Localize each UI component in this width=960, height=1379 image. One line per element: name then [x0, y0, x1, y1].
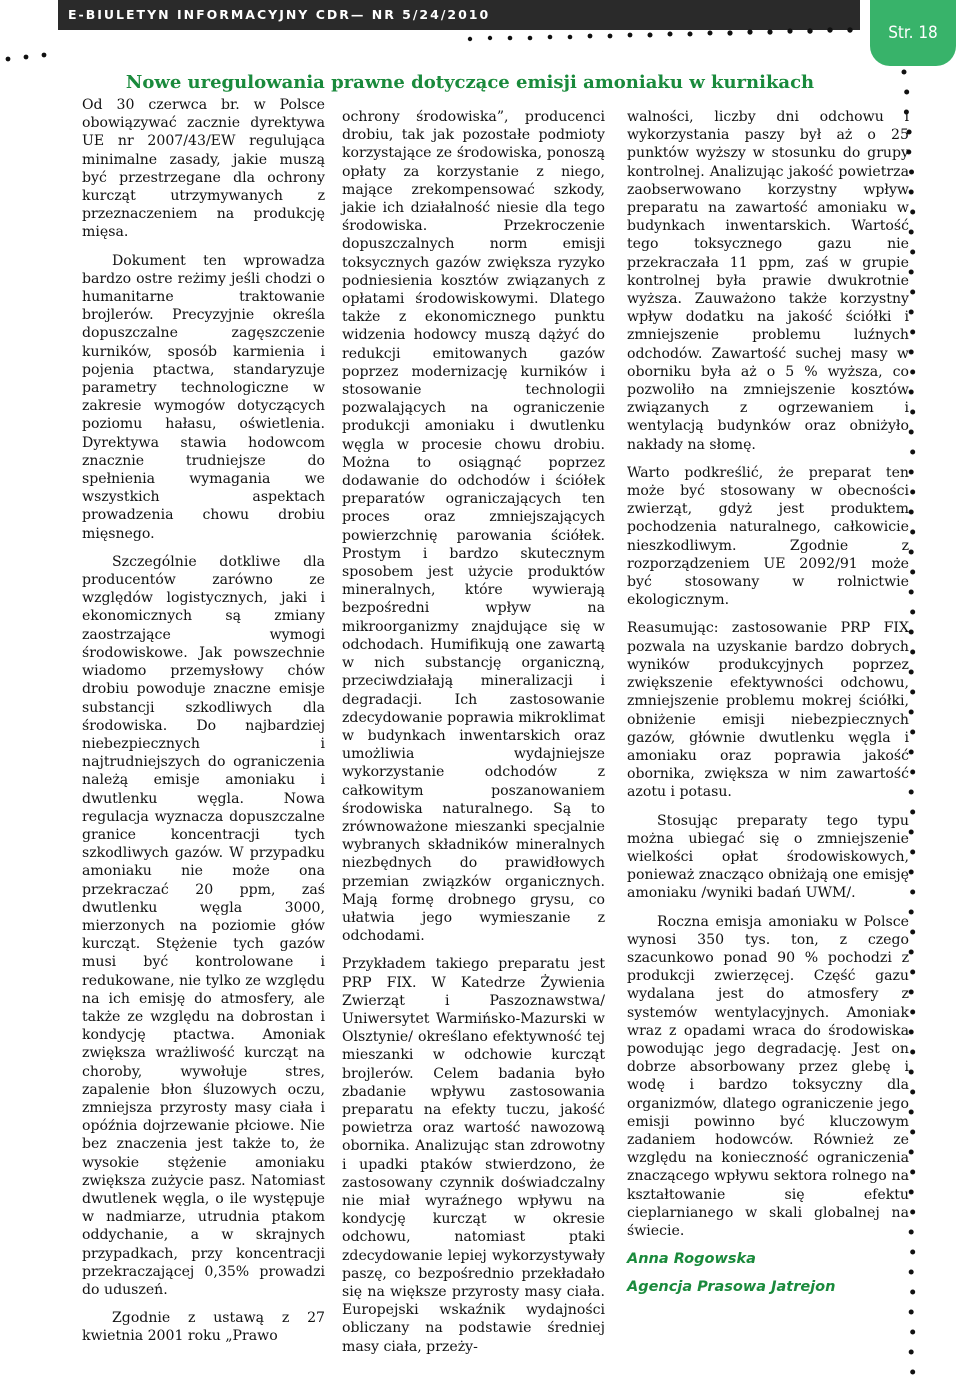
- paragraph: Szczególnie dotkliwe dla producentów zarówno ze względów logistycznych, jaki i ekonomicznych są zmiany zaostrzające wymogi środowiskowe. Jak powszechnie wiadomo przemysłowy chów drobiu powoduje znaczne emisje substancji szkodliwych dla środowiska. Do najbardziej niebezpiecznych i najtrudniejszych do ograniczenia należą emisje amoniaku i dwutlenku węgla. Nowa regulacja wyznacza dopuszczalne granice koncentracji tych szkodliwych gazów. W przypadku amoniaku nie może ona przekraczać 20 ppm, zaś dwutlenku węgla 3000, mierzonych na poziomie głów kurcząt. Stężenie tych gazów musi być kontrolowane i redukowane, nie tylko ze względu na ich emisję do atmosfery, ale także ze względu na dobrostan i kondycję ptactwa. Amoniak zwiększa wrażliwość kurcząt na choroby, wywołuje stres, zapalenie błon śluzowych oczu, zmniejsza przyrosty masy ciała i opóźnia dojrzewanie płciowe. Nie bez znaczenia jest także to, że wysokie stężenie amoniaku zwiększa zużycie pasz. Natomiast dwutlenek węgla, o ile występuje w nadmiarze, utrudnia ptakom oddychanie, a w skrajnych przypadkach, przy koncentracji przekraczającej 0,35% prowadzi do uduszeń.: [82, 553, 325, 1298]
- article-column-1: [82, 96, 325, 1356]
- paragraph: Zgodnie z ustawą z 27 kwietnia 2001 roku „Prawo: [82, 1310, 325, 1345]
- publication-title: E-BIULETYN INFORMACYJNY CDR— NR 5/24/2010: [68, 7, 491, 22]
- paragraph: Dokument ten wprowadza bardzo ostre reżimy jeśli chodzi o humanitarne traktowanie brojlerów. Precyzyjnie określa dopuszczalne zagęszczenie kurników, sposób karmienia i pojenia ptactwa, standaryzuje parametry technologiczne w zakresie wymogów dotyczących poziomu hałasu, oświetlenia. Dyrektywa stawia hodowcom znacznie trudniejsze do spełnienia wymagania we wszystkich aspektach prowadzenia chowu drobiu mięsnego.: [82, 252, 325, 542]
- page-number-tab: [870, 0, 956, 66]
- agency-signature: Agencja Prasowa Jatrejon: [627, 1279, 836, 1296]
- article-column-2: [342, 108, 605, 1366]
- dotted-border-top: [0, 24, 870, 64]
- paragraph: ochrony środowiska”, producenci drobiu, tak jak pozostałe podmioty korzystające ze środowiska, ponoszą opłaty za korzystanie z niego, mające zrekompensować szkody, jakie ich działalność niesie dla tego środowiska. Przekroczenie dopuszczalnych norm emisji toksycznych gazów zwiększa ryzyko podniesienia kosztów związanych z opłatami środowiskowymi. Dlatego także z ekonomicznego punktu widzenia hodowcy muszą dążyć do redukcji emitowanych gazów poprzez modernizację kurników i stosowanie technologii pozwalających na ograniczenie produkcji amoniaku i dwutlenku węgla w procesie chowu drobiu. Można to osiągnąć poprzez dodawanie do odchodów i ściółek preparatów ograniczających ten proces oraz zmniejszających powierzchnię parowania ściółek. Prostym i bardzo skutecznym sposobem jest użycie produktów mineralnych, które wywierają bezpośredni wpływ na mikroorganizmy znajdujące się w odchodach. Humifikują one zawartą w nich substancję organiczną, przeciwdziałają mineralizacji i degradacji. Ich zastosowanie zdecydowanie poprawia mikroklimat w budynkach inwentarskich oraz umożliwia wydajniejsze wykorzystanie odchodów z całkowitym poszanowaniem środowiska naturalnego. Są to zrównoważone mieszanki specjalnie wybranych składników mineralnych niezbędnych do prawidłowych przemian związków organicznych. Mają formę drobnego grysu, co ułatwia jego wymieszanie z odchodami.: [342, 109, 605, 945]
- article-title: Nowe uregulowania prawne dotyczące emisji amoniaku w kurnikach: [125, 72, 815, 94]
- paragraph: Stosując preparaty tego typu można ubiegać się o zmniejszenie wielkości opłat środowiskowych, ponieważ znacząco obniżają one emisję amoniaku /wyniki badań UWM/.: [627, 812, 909, 902]
- paragraph: walności, liczby dni odchowu i wykorzystania paszy był aż o 25 punktów wyższy w stosunku do grupy kontrolnej. Analizując jakość powietrza zaobserwowano korzystny wpływ preparatu na zawartość amoniaku w budynkach inwentarskich. Wartość tego toksycznego gazu nie przekraczała 11 ppm, zaś w grupie kontrolnej była prawie dwukrotnie wyższa. Zauważono także korzystny wpływ dodatku na jakość ściółki i zmniejszenie problemu luźnych odchodów. Zawartość suchej masy w oborniku była aż o 5 % wyższa, co pozwoliło na zmniejszenie kosztów związanych z ogrzewaniem i wentylacją budynków oraz obniżyło nakłady na słomę.: [627, 109, 909, 453]
- paragraph: Roczna emisja amoniaku w Polsce wynosi 350 tys. ton, z czego szacunkowo ponad 90 % pochodzi z produkcji zwierzęcej. Część gazu wydalana jest do atmosfery z systemów wentylacyjnych. Amoniak wraz z opadami wraca do środowiska powodując jego degradację. Jest on dobrze absorbowany przez glebę i wodę i bardzo toksyczny dla organizmów, dlatego ograniczenie jego emisji powinno być kluczowym zadaniem hodowców. Również ze względu na konieczność ograniczenia znaczącego wpływu sektora rolnego na kształtowanie się efektu cieplarnianego w skali globalnej na świecie.: [627, 913, 909, 1239]
- page-number: Str. 18: [888, 23, 938, 43]
- paragraph: Przykładem takiego preparatu jest PRP FIX. W Katedrze Żywienia Zwierząt i Paszoznawstwa/ Uniwersytet Warmińsko-Mazurski w Olsztynie/ określano efektywność tej mieszanki w odchowie kurcząt brojlerów. Celem badania było zbadanie wpływu zastosowania preparatu na efekty tuczu, jakość powietrza oraz wartość nawozową obornika. Analizując stan zdrowotny i upadki ptaków stwierdzono, że zastosowany czynnik doświadczalny nie miał wyraźnego wpływu na kondycję kurcząt w okresie odchowu, natomiast ptaki zdecydowanie lepiej wykorzystywały paszę, co bezpośrednio przekładało się na większe przyrosty masy ciała. Europejski wskaźnik wydajności obliczany na podstawie średniej masy ciała, przeży-: [342, 956, 605, 1355]
- paragraph: Warto podkreślić, że preparat ten może być stosowany w obecności zwierząt, gdyż jest produktem pochodzenia naturalnego, całkowicie nieszkodliwym. Zgodnie z rozporządzeniem UE 2092/91 może być stosowany w rolnictwie ekologicznym.: [627, 464, 909, 609]
- paragraph: Od 30 czerwca br. w Polsce obowiązywać zacznie dyrektywa UE nr 2007/43/EW regulująca minimalne zasady, jakie muszą być przestrzegane dla ochrony kurcząt utrzymywanych z przeznaczeniem na produkcję mięsa.: [82, 97, 325, 241]
- article-column-3: [627, 108, 909, 1307]
- paragraph: Reasumując: zastosowanie PRP FIX pozwala na uzyskanie bardzo dobrych wyników produkcyjnych poprzez zwiększenie efektywności odchowu, zmniejszenie problemu mokrej ściółki, obniżenie emisji niebezpiecznych gazów, głównie dwutlenku węgla i amoniaku oraz poprawia jakość obornika, zwiększa w nim zawartość azotu i potasu.: [627, 620, 909, 801]
- author-signature: Anna Rogowska: [627, 1251, 756, 1268]
